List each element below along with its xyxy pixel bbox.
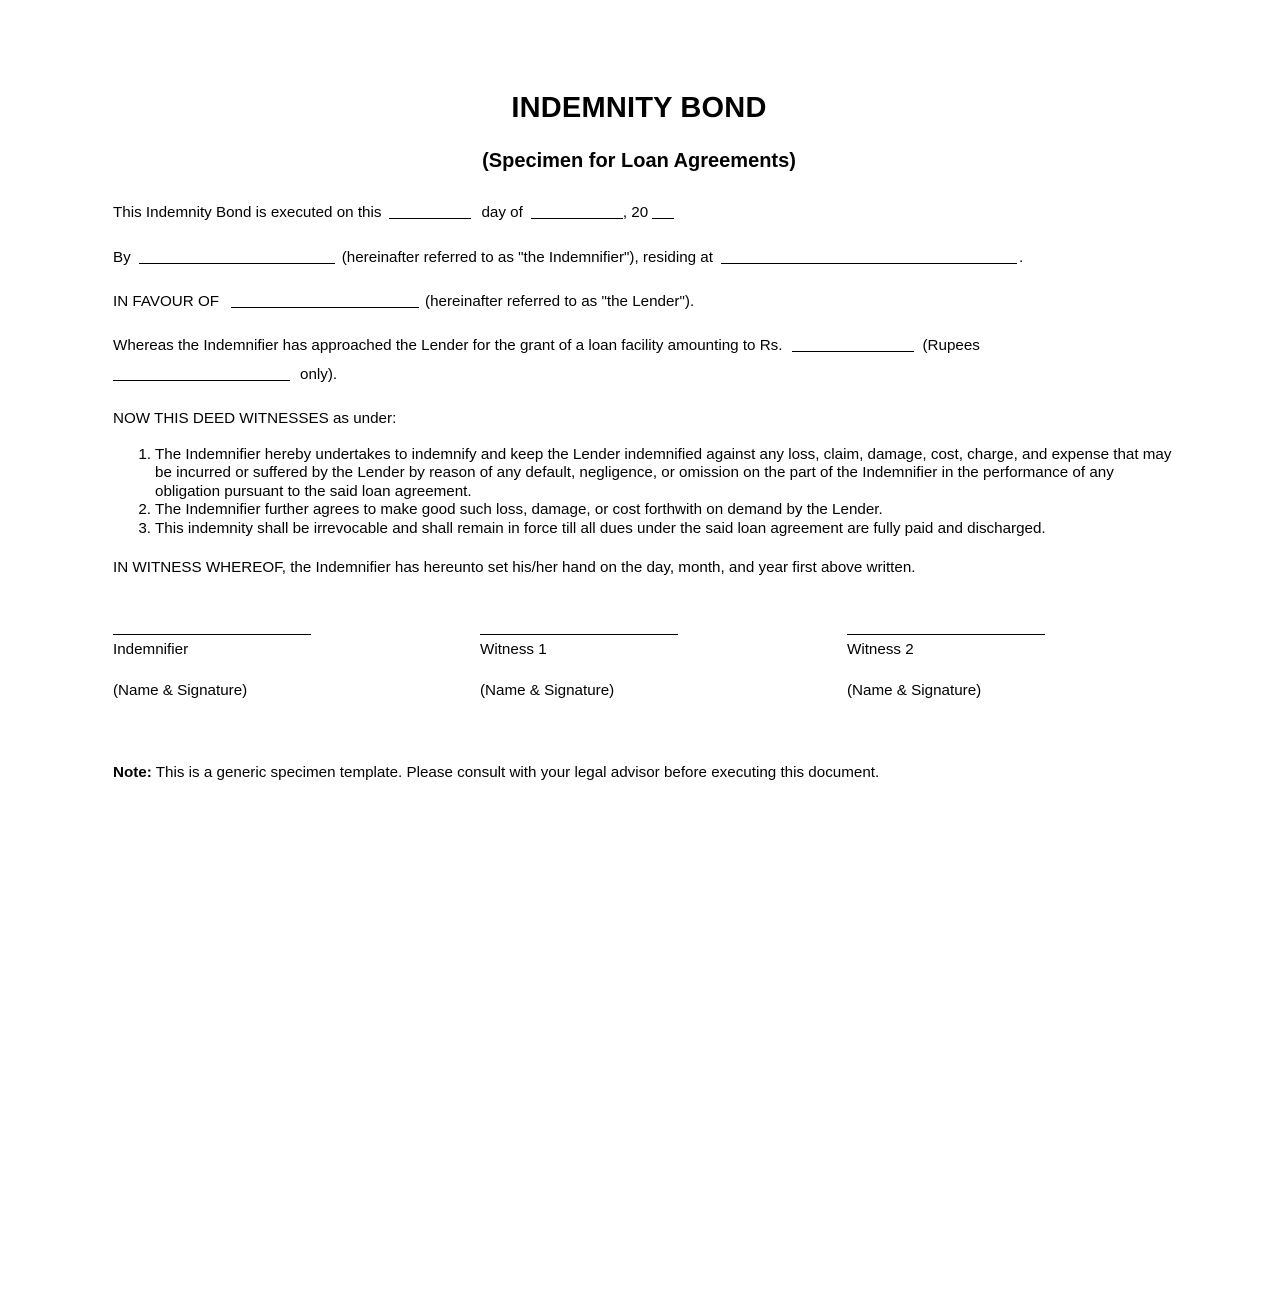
- execution-prefix-text: This Indemnity Bond is executed on this: [113, 204, 382, 221]
- signature-role-label: Witness 2: [847, 641, 914, 658]
- clause-text: This indemnity shall be irrevocable and shall remain in force till all dues under the said loan agreement are fully paid and discharged.: [155, 519, 1046, 537]
- clause-number: 3.: [138, 519, 151, 537]
- deed-clause-item: [113, 520, 1173, 538]
- attestation-text: IN WITNESS WHEREOF, the Indemnifier has hereunto set his/her hand on the day, month, and year first above written.: [113, 559, 916, 576]
- signature-caption-witness-2: (Name & Signature): [847, 682, 982, 699]
- month-blank-field[interactable]: [531, 203, 623, 219]
- signature-role-label: Indemnifier: [113, 641, 189, 658]
- deed-clause-item: [113, 446, 1173, 501]
- in-favour-of-label: IN FAVOUR OF: [113, 293, 220, 310]
- signature-rule[interactable]: [113, 634, 311, 635]
- indemnifier-name-blank-field[interactable]: [139, 248, 335, 264]
- lender-name-blank-field[interactable]: [231, 292, 419, 308]
- execution-line: [113, 203, 674, 223]
- recital-text: Whereas the Indemnifier has approached the Lender for the grant of a loan facility amounting to Rs.: [113, 337, 783, 354]
- recital-line-1: [113, 336, 980, 356]
- loan-amount-words-blank-field[interactable]: [113, 365, 290, 381]
- deed-clause-item: [113, 501, 1173, 519]
- footer-note-text: This is a generic specimen template. Please consult with your legal advisor before executing this document.: [151, 764, 880, 781]
- residing-period: .: [1018, 249, 1024, 266]
- clause-text: The Indemnifier further agrees to make good such loss, damage, or cost forthwith on demand by the Lender.: [155, 501, 883, 519]
- only-close-text: only).: [300, 366, 338, 383]
- year-blank-field[interactable]: [652, 203, 674, 219]
- day-blank-field[interactable]: [389, 203, 471, 219]
- recital-line-2: [113, 365, 337, 385]
- page-title: INDEMNITY BOND: [511, 92, 767, 124]
- indemnifier-line: [113, 248, 1023, 268]
- deed-heading: NOW THIS DEED WITNESSES as under:: [113, 410, 397, 427]
- signature-caption-indemnifier: (Name & Signature): [113, 682, 248, 699]
- footer-note-label: Note:: [113, 764, 152, 781]
- footer-note: [113, 763, 879, 783]
- signature-rule[interactable]: [480, 634, 678, 635]
- signature-role-label: Witness 1: [480, 641, 547, 658]
- signature-block-indemnifier: [113, 634, 311, 660]
- signature-block-witness-1: [480, 634, 678, 660]
- signature-caption-witness-1: (Name & Signature): [480, 682, 615, 699]
- execution-mid-text: day of: [481, 204, 523, 221]
- lender-suffix-text: (hereinafter referred to as "the Lender").: [425, 293, 695, 310]
- loan-amount-figures-blank-field[interactable]: [792, 336, 914, 352]
- clause-number: 1.: [138, 446, 151, 463]
- page-subtitle: (Specimen for Loan Agreements): [482, 150, 796, 172]
- clause-number: 2.: [138, 501, 151, 519]
- lender-line: [113, 292, 694, 312]
- year-prefix-text: , 20: [622, 204, 649, 221]
- clause-text: The Indemnifier hereby undertakes to indemnify and keep the Lender indemnified against any loss, claim, damage, cost, charge, and expense that may be incurred or suffered by the Lender by reason of any default, negligence, or omission on the part of the Indemnifier in the performance of any obligation pursuant to the said loan agreement.: [155, 446, 1172, 500]
- residing-address-blank-field[interactable]: [721, 248, 1017, 264]
- indemnifier-suffix-text: (hereinafter referred to as "the Indemnifier"), residing at: [341, 249, 713, 266]
- deed-clause-list: [113, 446, 1173, 538]
- signature-block-witness-2: [847, 634, 1045, 660]
- rupees-open-text: (Rupees: [922, 337, 980, 354]
- by-label: By: [113, 249, 131, 266]
- signature-rule[interactable]: [847, 634, 1045, 635]
